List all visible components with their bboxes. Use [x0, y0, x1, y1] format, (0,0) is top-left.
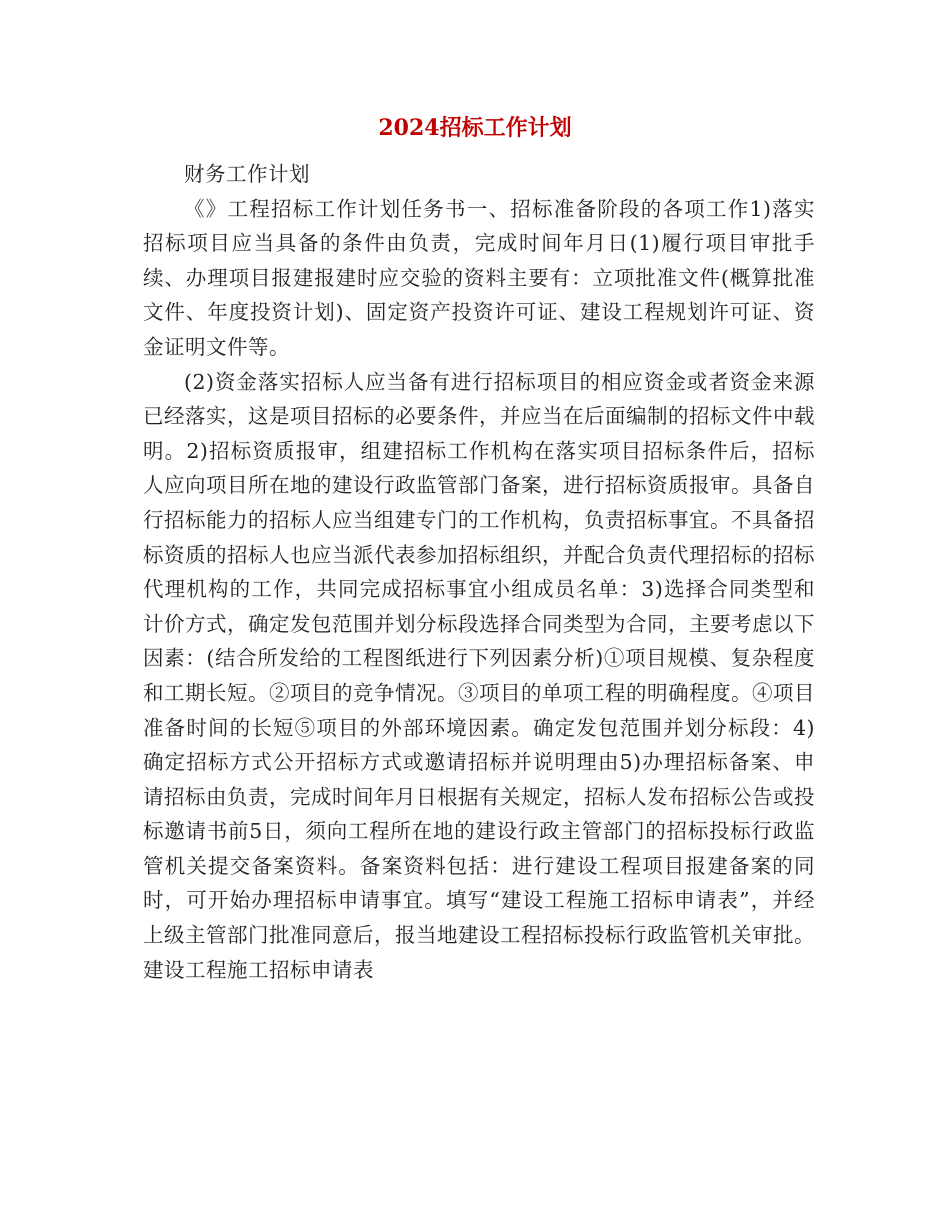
paragraph-2: (2)资金落实招标人应当备有进行招标项目的相应资金或者资金来源已经落实，这是项目招标的必要条件，并应当在后面编制的招标文件中载明。2)招标资质报审，组建招标工作机构在落实项目招标条件后，招标人应向项目所在地的建设行政监管部门备案，进行招标资质报审。具备自行招标能力的招标人应当组建专门的工作机构，负责招标事宜。不具备招标资质的招标人也应当派代表参加招标组织，并配合负责代理招标的招标代理机构的工作，共同完成招标事宜小组成员名单：3)选择合同类型和计价方式，确定发包范围并划分标段选择合同类型为合同，主要考虑以下因素：(结合所发给的工程图纸进行下列因素分析)①项目规模、复杂程度和工期长短。②项目的竞争情况。③项目的单项工程的明确程度。④项目准备时间的长短⑤项目的外部环境因素。确定发包范围并划分标段：4)确定招标方式公开招标方式或邀请招标并说明理由5)办理招标备案、申请招标由负责，完成时间年月日根据有关规定，招标人发布招标公告或投标邀请书前5日，须向工程所在地的建设行政主管部门的招标投标行政监管机关提交备案资料。备案资料包括：进行建设工程项目报建备案的同时，可开始办理招标申请事宜。填写“建设工程施工招标申请表”，并经上级主管部门批准同意后，报当地建设工程招标投标行政监管机关审批。建设工程施工招标申请表: [143, 369, 815, 982]
paragraph-subtitle: 财务工作计划: [184, 162, 310, 186]
paragraph-1: 《》工程招标工作计划任务书一、招标准备阶段的各项工作1)落实招标项目应当具备的条件由负责，完成时间年月日(1)履行项目审批手续、办理项目报建报建时应交验的资料主要有：立项批准文件(概算批准文件、年度投资计划)、固定资产投资许可证、建设工程规划许可证、资金证明文件等。: [143, 196, 815, 359]
document-body: [143, 157, 815, 987]
document-title: 2024招标工作计划: [378, 115, 572, 141]
